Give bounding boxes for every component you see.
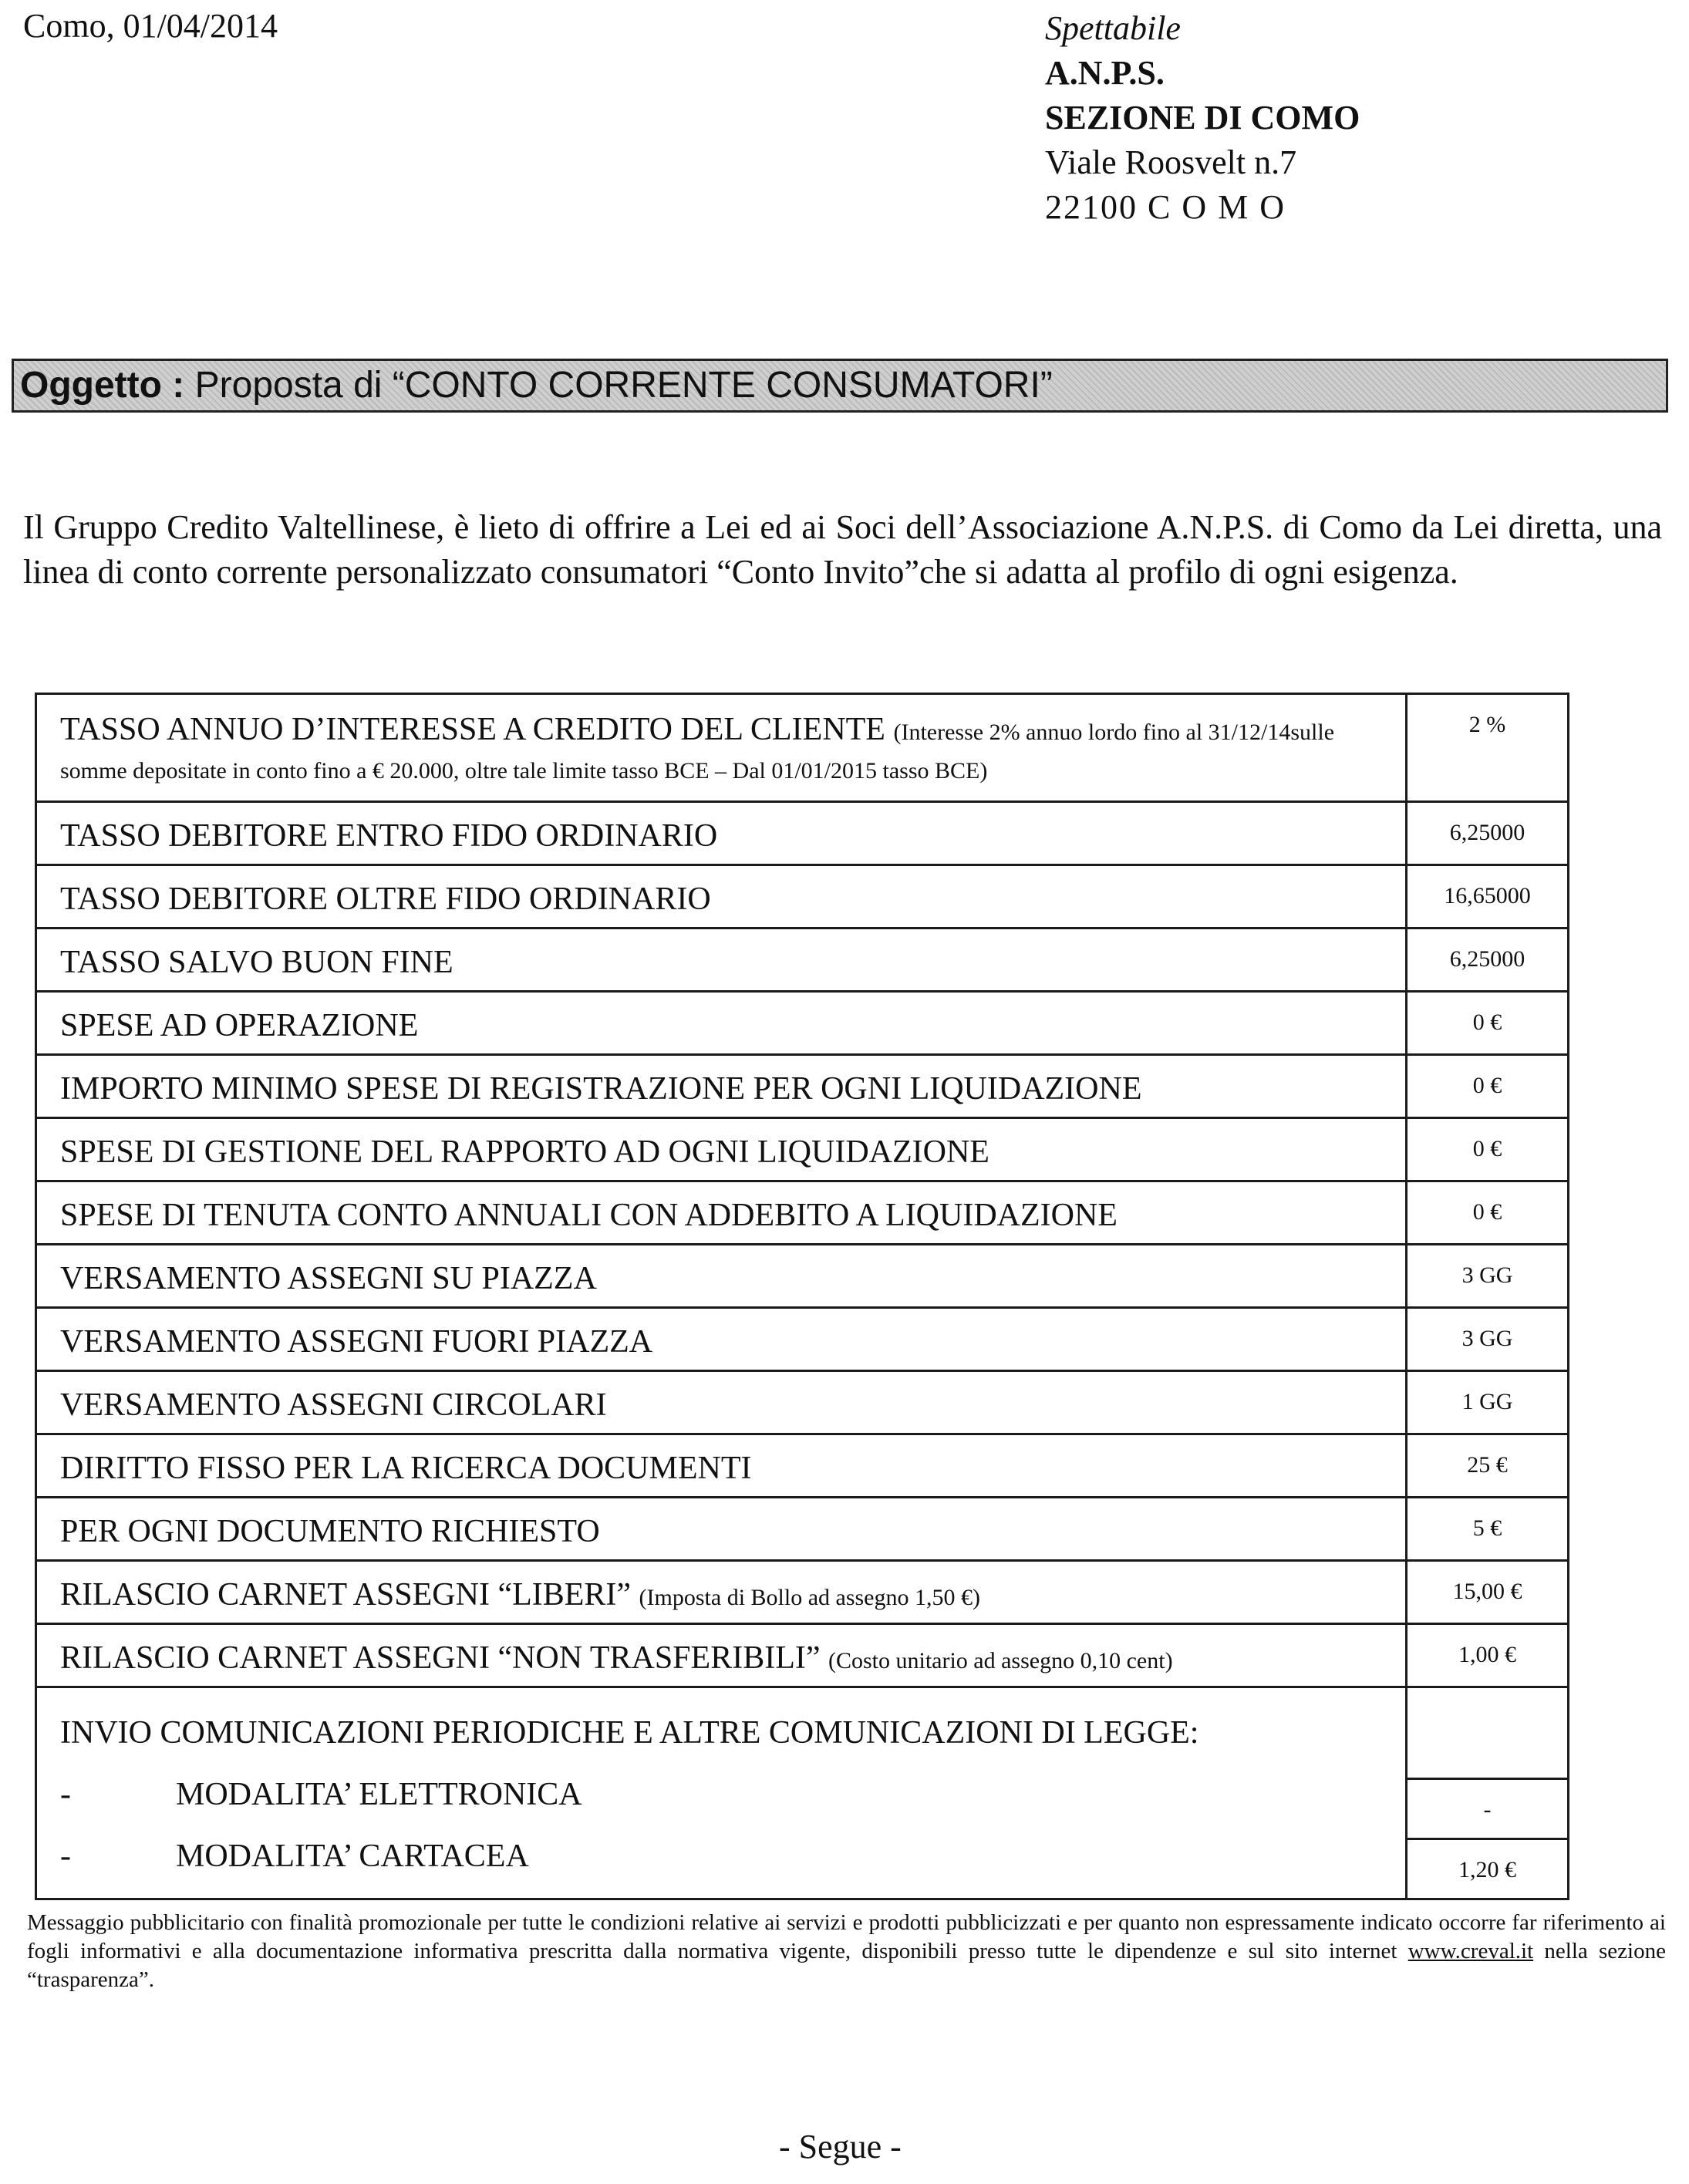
rates-table bbox=[35, 693, 1569, 1900]
row-value: 16,65000 bbox=[1407, 865, 1569, 929]
recipient-address bbox=[1045, 6, 1360, 230]
table-row bbox=[36, 1055, 1569, 1118]
table-row bbox=[36, 1245, 1569, 1308]
row-value: 2 % bbox=[1407, 694, 1569, 802]
row-label: TASSO DEBITORE OLTRE FIDO ORDINARIO bbox=[36, 865, 1407, 929]
list-dash: - bbox=[60, 1839, 71, 1874]
table-row bbox=[36, 1181, 1569, 1245]
row-label-cell bbox=[36, 1561, 1407, 1624]
subject-label: Oggetto : bbox=[20, 365, 185, 406]
row-value: 0 € bbox=[1407, 1118, 1569, 1181]
row-value: 0 € bbox=[1407, 1181, 1569, 1245]
mode-label: MODALITA’ ELETTRONICA bbox=[176, 1777, 582, 1812]
table-row bbox=[36, 929, 1569, 992]
row-value: 3 GG bbox=[1407, 1245, 1569, 1308]
row-value: 1,00 € bbox=[1407, 1624, 1569, 1687]
communications-cell bbox=[36, 1687, 1407, 1899]
continues-footer: - Segue - bbox=[779, 2128, 902, 2165]
recipient-city: 22100 C O M O bbox=[1045, 188, 1286, 226]
table-row bbox=[36, 694, 1569, 802]
row-label: TASSO ANNUO D’INTERESSE A CREDITO DEL CLIENTE bbox=[60, 712, 885, 747]
list-dash: - bbox=[60, 1777, 71, 1812]
row-label: TASSO DEBITORE ENTRO FIDO ORDINARIO bbox=[36, 802, 1407, 865]
mode-electronic bbox=[60, 1764, 1405, 1825]
row-note: (Costo unitario ad assegno 0,10 cent) bbox=[828, 1648, 1173, 1673]
disclaimer-text: Messaggio pubblicitario con finalità promozionale per tutte le condizioni relative ai servizi e prodotti pubblicizzati e per quanto non espressamente indicato occorre far riferimento ai fogli informativi e alla documentazione informativa prescritta dalla normativa vigente, disponibili presso tutte le dipendenze e sul sito internet bbox=[27, 1910, 1666, 1963]
table-row bbox=[36, 865, 1569, 929]
row-label: SPESE DI GESTIONE DEL RAPPORTO AD OGNI LIQUIDAZIONE bbox=[36, 1118, 1407, 1181]
row-label: VERSAMENTO ASSEGNI SU PIAZZA bbox=[36, 1245, 1407, 1308]
row-note: (Interesse 2% annuo lordo fino al 31/12/14sulle somme depositate in conto fino a € 20.000, oltre tale limite tasso BCE – Dal 01/01/2015 tasso BCE) bbox=[60, 720, 1335, 784]
table-row bbox=[36, 1561, 1569, 1624]
table-row bbox=[36, 1434, 1569, 1498]
row-label: IMPORTO MINIMO SPESE DI REGISTRAZIONE PER OGNI LIQUIDAZIONE bbox=[36, 1055, 1407, 1118]
row-label: VERSAMENTO ASSEGNI FUORI PIAZZA bbox=[36, 1308, 1407, 1371]
recipient-greeting: Spettabile bbox=[1045, 9, 1181, 47]
row-value: 3 GG bbox=[1407, 1308, 1569, 1371]
intro-paragraph: Il Gruppo Credito Valtellinese, è lieto di offrire a Lei ed ai Soci dell’Associazione A.N.P.S. di Como da Lei diretta, una linea di conto corrente personalizzato consumatori “Conto Invito”che si adatta al profilo di ogni esigenza. bbox=[23, 508, 1662, 591]
row-value: 0 € bbox=[1407, 992, 1569, 1055]
recipient-section: SEZIONE DI COMO bbox=[1045, 99, 1360, 136]
table-row bbox=[36, 1498, 1569, 1561]
subject-text: Proposta di “CONTO CORRENTE CONSUMATORI” bbox=[184, 365, 1053, 406]
row-label: VERSAMENTO ASSEGNI CIRCOLARI bbox=[36, 1371, 1407, 1434]
recipient-street: Viale Roosvelt n.7 bbox=[1045, 143, 1297, 181]
letter-date: Como, 01/04/2014 bbox=[23, 7, 278, 45]
row-value: 25 € bbox=[1407, 1434, 1569, 1498]
row-label: DIRITTO FISSO PER LA RICERCA DOCUMENTI bbox=[36, 1434, 1407, 1498]
subject-bar bbox=[12, 359, 1668, 413]
disclaimer bbox=[27, 1909, 1666, 1994]
row-label: TASSO SALVO BUON FINE bbox=[36, 929, 1407, 992]
row-value: 15,00 € bbox=[1407, 1561, 1569, 1624]
row-value: 1 GG bbox=[1407, 1371, 1569, 1434]
communications-label: INVIO COMUNICAZIONI PERIODICHE E ALTRE COMUNICAZIONI DI LEGGE: bbox=[60, 1715, 1199, 1751]
mode-electronic-value: - bbox=[1408, 1778, 1567, 1838]
disclaimer-text-end: nella sezione “trasparenza”. bbox=[27, 1939, 1666, 1992]
table-row bbox=[36, 802, 1569, 865]
row-value: 0 € bbox=[1407, 1055, 1569, 1118]
row-label: RILASCIO CARNET ASSEGNI “LIBERI” bbox=[60, 1577, 632, 1613]
table-row bbox=[36, 1624, 1569, 1687]
communications-values bbox=[1407, 1687, 1569, 1899]
mode-paper bbox=[60, 1825, 1405, 1887]
mode-paper-value: 1,20 € bbox=[1408, 1838, 1567, 1898]
table-row bbox=[36, 1118, 1569, 1181]
communications-row bbox=[36, 1687, 1569, 1899]
row-value: 6,25000 bbox=[1407, 929, 1569, 992]
row-label-cell bbox=[36, 694, 1407, 802]
table-row bbox=[36, 992, 1569, 1055]
row-label: SPESE AD OPERAZIONE bbox=[36, 992, 1407, 1055]
row-label: SPESE DI TENUTA CONTO ANNUALI CON ADDEBITO A LIQUIDAZIONE bbox=[36, 1181, 1407, 1245]
row-label: RILASCIO CARNET ASSEGNI “NON TRASFERIBILI” bbox=[60, 1640, 821, 1676]
row-value: 6,25000 bbox=[1407, 802, 1569, 865]
mode-label: MODALITA’ CARTACEA bbox=[176, 1839, 529, 1874]
row-label-cell bbox=[36, 1624, 1407, 1687]
row-note: (Imposta di Bollo ad assegno 1,50 €) bbox=[639, 1585, 980, 1610]
table-row bbox=[36, 1308, 1569, 1371]
recipient-org: A.N.P.S. bbox=[1045, 54, 1165, 92]
website-link[interactable]: www.creval.it bbox=[1408, 1939, 1534, 1963]
row-label: PER OGNI DOCUMENTO RICHIESTO bbox=[36, 1498, 1407, 1561]
table-row bbox=[36, 1371, 1569, 1434]
row-value: 5 € bbox=[1407, 1498, 1569, 1561]
